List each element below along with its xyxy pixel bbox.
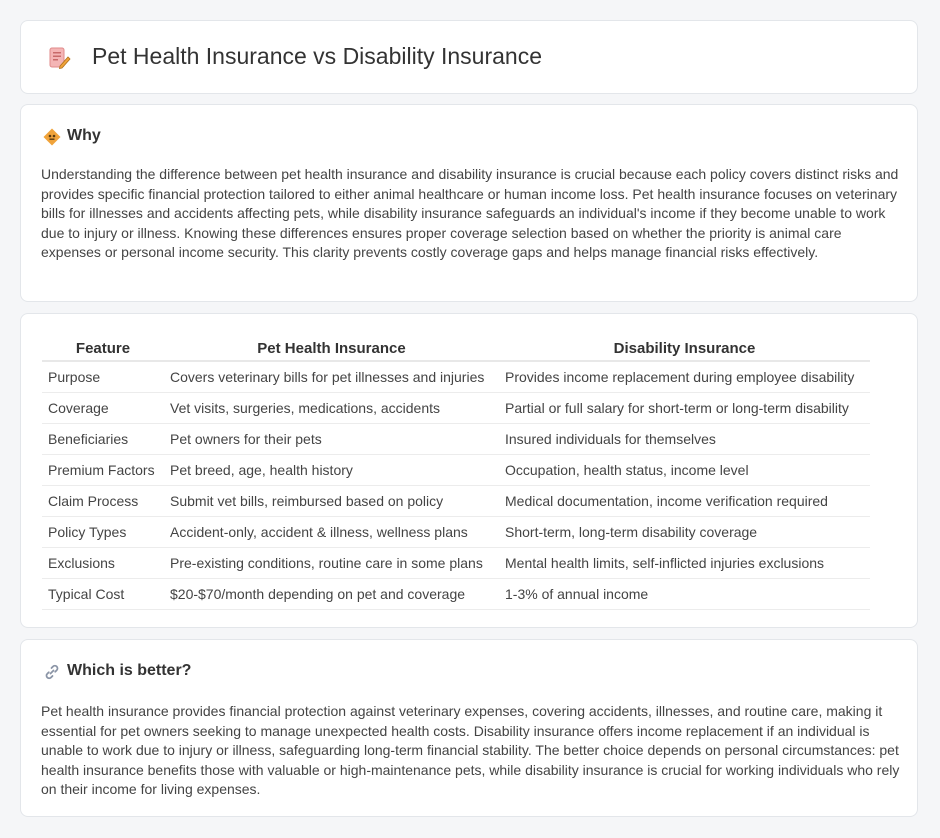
comparison-table <box>42 334 870 610</box>
page-title: Pet Health Insurance vs Disability Insurance <box>92 43 542 69</box>
pet-insurance-cell: Accident-only, accident & illness, wellness plans <box>164 517 499 548</box>
disability-insurance-cell: Mental health limits, self-inflicted injuries exclusions <box>499 548 870 579</box>
comparison-section <box>20 313 918 628</box>
pet-insurance-cell: Covers veterinary bills for pet illnesses and injuries <box>164 361 499 393</box>
feature-cell: Purpose <box>42 361 164 393</box>
pet-insurance-cell: Pet breed, age, health history <box>164 455 499 486</box>
disability-insurance-cell: Insured individuals for themselves <box>499 424 870 455</box>
feature-cell: Exclusions <box>42 548 164 579</box>
disability-insurance-cell: Short-term, long-term disability coverage <box>499 517 870 548</box>
title-card <box>20 20 918 94</box>
table-row <box>42 393 870 424</box>
disability-insurance-cell: Medical documentation, income verification required <box>499 486 870 517</box>
feature-cell: Beneficiaries <box>42 424 164 455</box>
table-header-2: Disability Insurance <box>499 334 870 361</box>
table-row <box>42 548 870 579</box>
feature-cell: Coverage <box>42 393 164 424</box>
diamond-sign-icon <box>43 128 61 146</box>
why-title: Why <box>67 127 101 144</box>
feature-cell: Claim Process <box>42 486 164 517</box>
disability-insurance-cell: Provides income replacement during employee disability <box>499 361 870 393</box>
document-pen-icon <box>47 46 71 70</box>
feature-cell: Policy Types <box>42 517 164 548</box>
table-row <box>42 486 870 517</box>
table-row <box>42 517 870 548</box>
better-title: Which is better? <box>67 662 192 679</box>
pet-insurance-cell: Vet visits, surgeries, medications, accidents <box>164 393 499 424</box>
pet-insurance-cell: Pet owners for their pets <box>164 424 499 455</box>
feature-cell: Premium Factors <box>42 455 164 486</box>
disability-insurance-cell: Partial or full salary for short-term or long-term disability <box>499 393 870 424</box>
why-body: Understanding the difference between pet health insurance and disability insurance is crucial because each policy covers distinct risks and provides specific financial protection tailored to either animal healthcare or human income loss. Pet health insurance focuses on veterinary bills for illnesses and accidents affecting pets, while disability insurance safeguards an individual's income if they become unable to work due to injury or illness. Knowing these differences ensures proper coverage selection based on whether the priority is animal care expenses or personal income security. This clarity prevents costly coverage gaps and helps manage financial risks effectively. <box>41 166 899 260</box>
table-header-row <box>42 334 870 361</box>
table-row <box>42 424 870 455</box>
table-row <box>42 579 870 610</box>
table-header-1: Pet Health Insurance <box>164 334 499 361</box>
table-row <box>42 361 870 393</box>
pet-insurance-cell: Pre-existing conditions, routine care in some plans <box>164 548 499 579</box>
table-row <box>42 455 870 486</box>
pet-insurance-cell: $20-$70/month depending on pet and coverage <box>164 579 499 610</box>
disability-insurance-cell: Occupation, health status, income level <box>499 455 870 486</box>
why-section <box>20 104 918 302</box>
table-header-0: Feature <box>42 334 164 361</box>
feature-cell: Typical Cost <box>42 579 164 610</box>
pet-insurance-cell: Submit vet bills, reimbursed based on policy <box>164 486 499 517</box>
which-better-section <box>20 639 918 817</box>
link-icon <box>43 663 61 681</box>
table-body <box>42 361 870 610</box>
disability-insurance-cell: 1-3% of annual income <box>499 579 870 610</box>
better-body: Pet health insurance provides financial protection against veterinary expenses, covering accidents, illnesses, and routine care, making it essential for pet owners seeking to manage unexpected health costs. Disability insurance offers income replacement if an individual is unable to work due to injury or illness, safeguarding long-term financial stability. The better choice depends on personal circumstances: pet health insurance benefits those with valuable or high-maintenance pets, while disability insurance is crucial for working individuals who rely on their income for living expenses. <box>41 703 900 797</box>
